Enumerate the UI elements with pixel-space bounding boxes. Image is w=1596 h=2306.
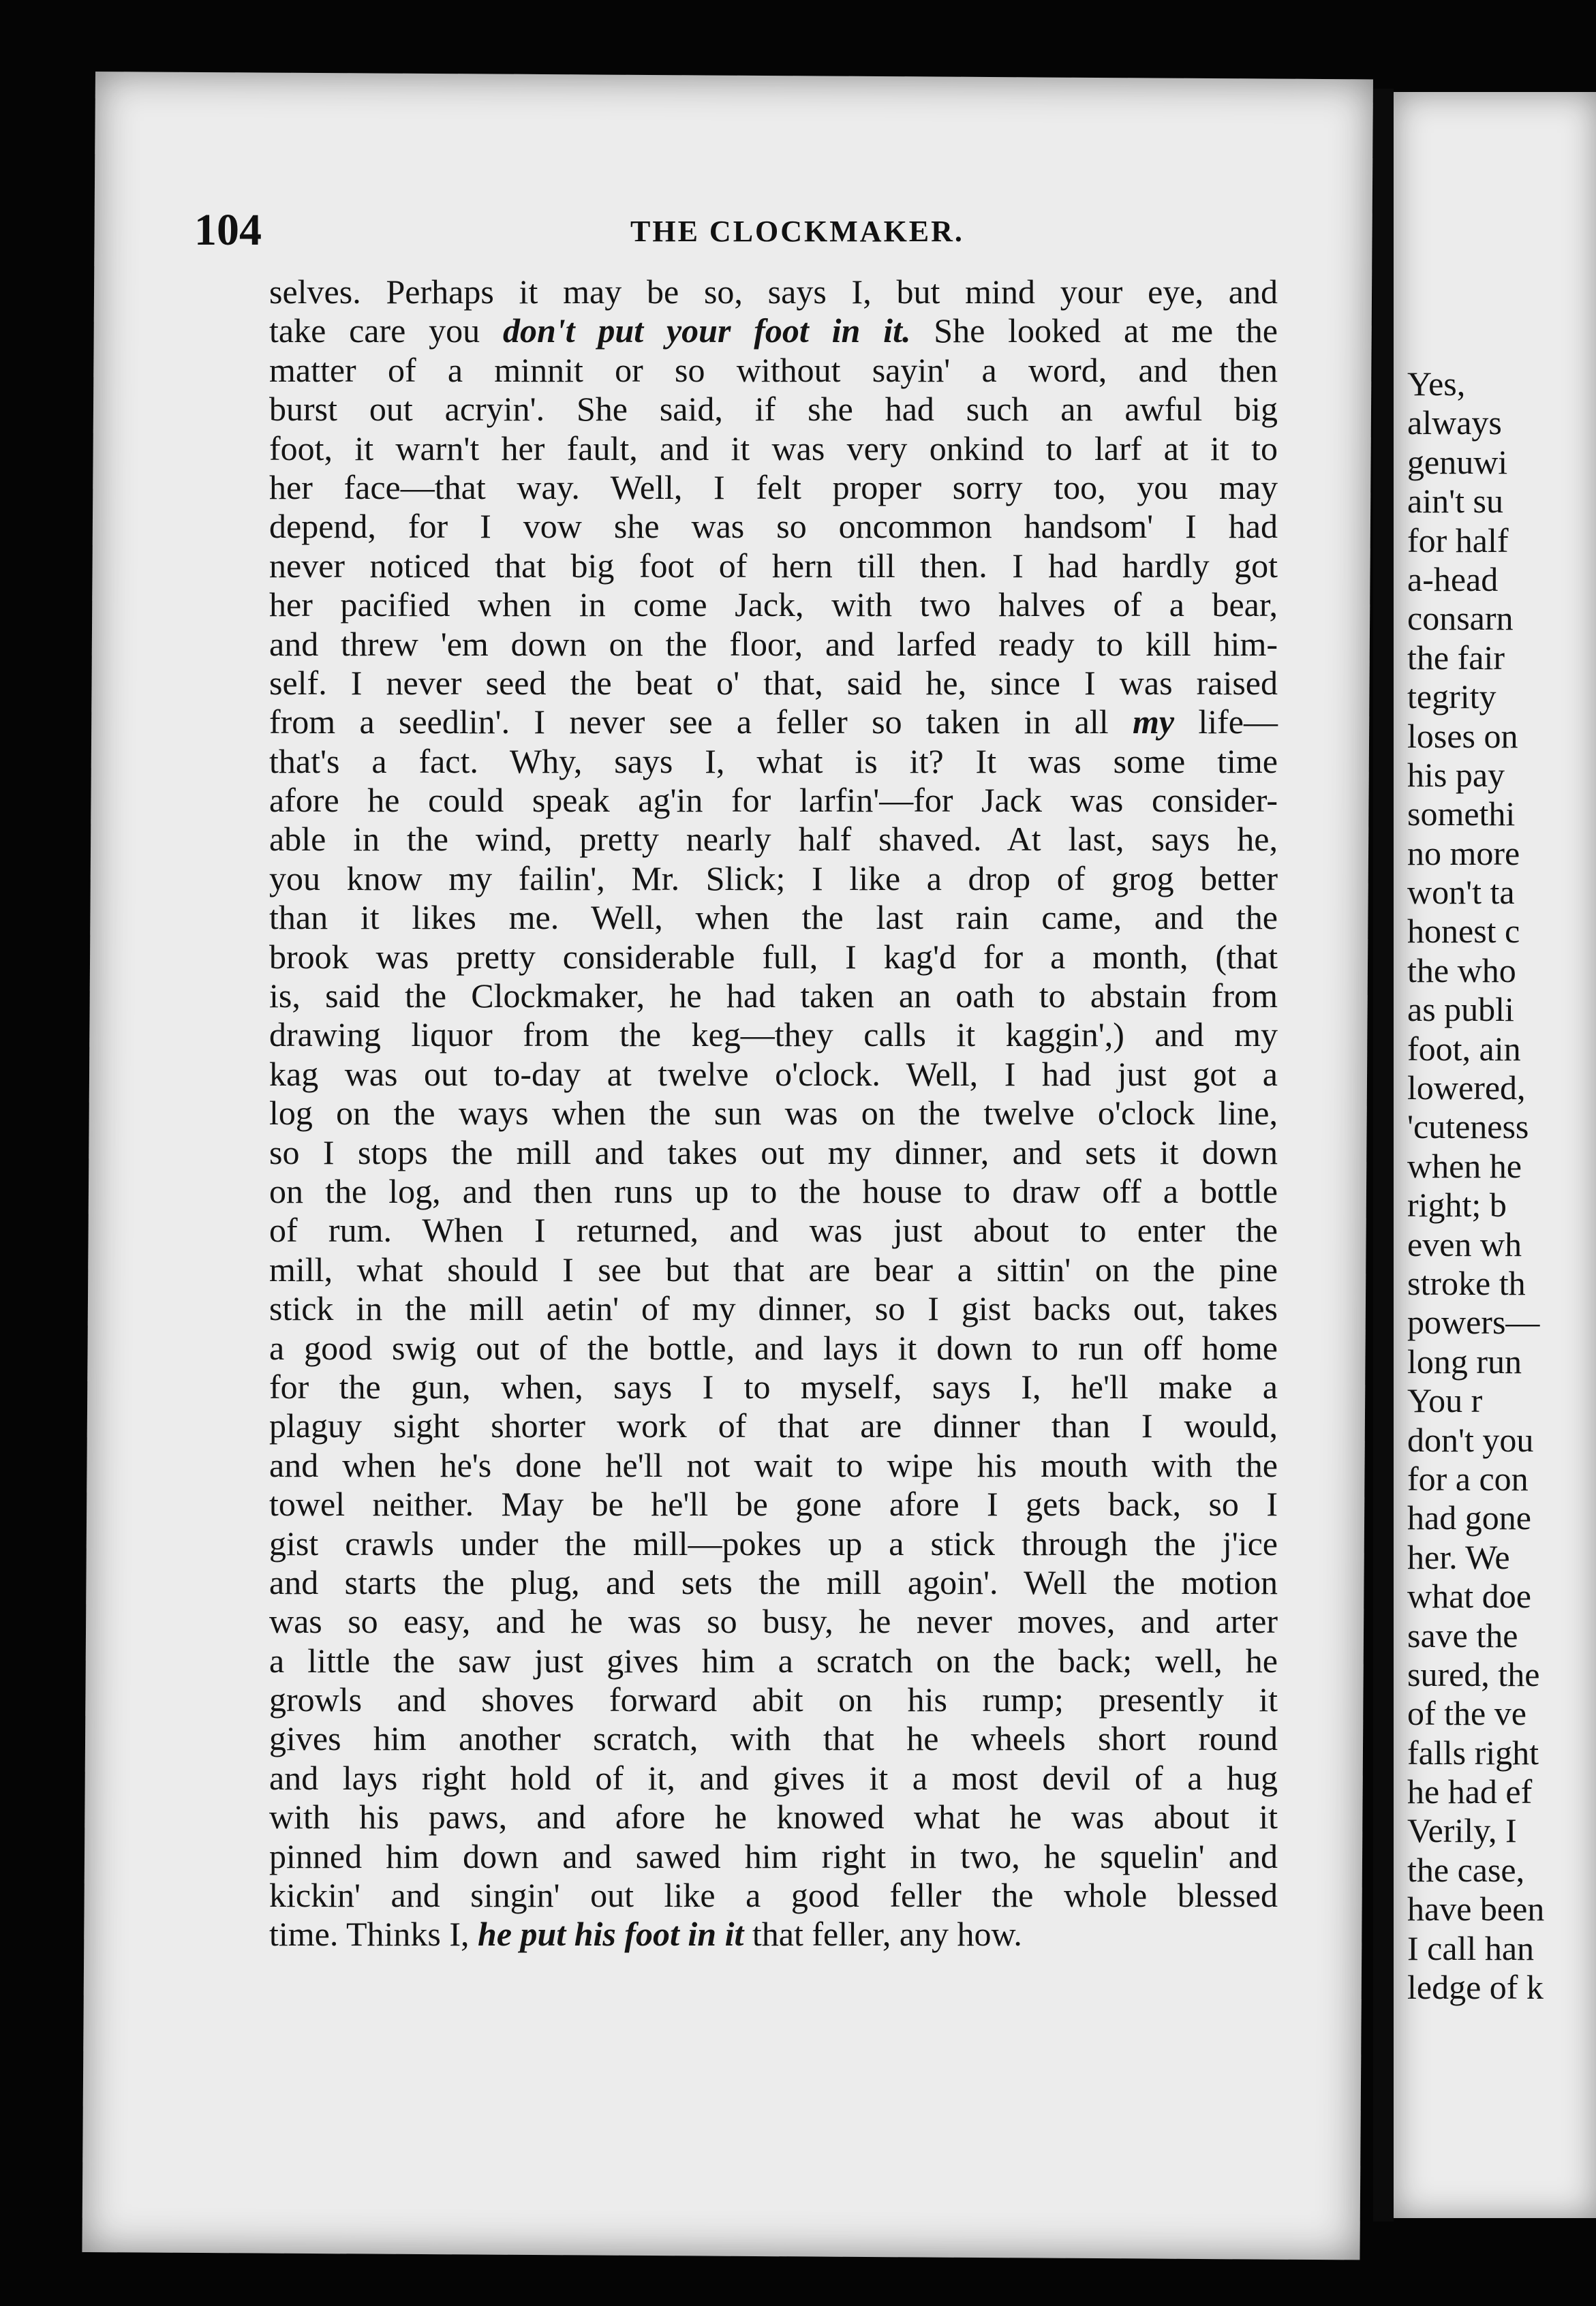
right-page-line: Verily, I [1407,1811,1517,1850]
running-head: THE CLOCKMAKER. [630,215,964,248]
text-line: able in the wind, pretty nearly half shaved. At last, says he, [269,820,1278,859]
right-page-line: what doe [1407,1577,1531,1616]
text-line: brook was pretty considerable full, I kag'd for a month, (that [269,937,1278,976]
right-page-line: the case, [1407,1850,1525,1889]
text-line: on the log, and then runs up to the house to draw off a bottle [269,1171,1278,1210]
right-page-line: her. We [1407,1537,1510,1576]
right-page-line: his pay [1407,755,1505,794]
right-page-line: long run [1407,1342,1522,1381]
text-line: towel neither. May be he'll be gone afore I gets back, so I [269,1485,1278,1524]
italic-phrase: he put his foot in it [478,1915,744,1954]
right-page-line: the fair [1407,638,1505,677]
right-page-line: save the [1407,1616,1518,1655]
right-page-line: honest c [1407,912,1520,951]
text-line: stick in the mill aetin' of my dinner, so I gist backs out, takes [269,1289,1278,1328]
text-line: and starts the plug, and sets the mill agoin'. Well the motion [269,1563,1278,1601]
right-page-line: as publi [1407,990,1514,1029]
text-line: burst out acryin'. She said, if she had such an awful big [269,390,1278,429]
text-line: a little the saw just gives him a scratch on the back; well, he [269,1641,1278,1680]
right-page-line: genuwi [1407,442,1508,481]
italic-phrase: my [1132,703,1175,741]
text-line: and lays right hold of it, and gives it a most devil of a hug [269,1758,1278,1797]
right-page-text [1407,365,1596,2007]
text-line: that's a fact. Why, says I, what is it? It was some time [269,741,1278,780]
right-page-line: for half [1407,521,1509,559]
right-page-line: I call han [1407,1928,1535,1967]
text-line: her face—that way. Well, I felt proper sorry too, you may [269,467,1278,506]
right-page-line: consarn [1407,599,1514,638]
text-line: mill, what should I see but that are bear a sittin' on the pine [269,1250,1278,1289]
right-page-line: even wh [1407,1225,1522,1263]
text-line: of rum. When I returned, and was just about to enter the [269,1211,1278,1250]
right-page-line: lowered, [1407,1069,1526,1107]
right-page-line: sured, the [1407,1655,1540,1693]
text-line: afore he could speak ag'in for larfin'—for Jack was consider- [269,781,1278,820]
text-line: pinned him down and sawed him right in two, he squelin' and [269,1836,1278,1875]
page-header [194,204,1285,259]
right-page-line: the who [1407,951,1516,989]
text-line: matter of a minnit or so without sayin' a word, and then [269,350,1278,389]
text-line: and threw 'em down on the floor, and larfed ready to kill him- [269,624,1278,663]
right-page-line: had gone [1407,1498,1531,1537]
text-line: log on the ways when the sun was on the twelve o'clock line, [269,1094,1278,1133]
text-line: for the gun, when, says I to myself, says I, he'll make a [269,1367,1278,1406]
text-line: growls and shoves forward abit on his rump; presently it [269,1680,1278,1719]
right-page-line: falls right [1407,1733,1539,1772]
right-page-line: 'cuteness [1407,1107,1529,1146]
right-page-line: always [1407,403,1502,442]
text-line: a good swig out of the bottle, and lays it down to run off home [269,1328,1278,1367]
text-line: and when he's done he'll not wait to wipe his mouth with the [269,1445,1278,1484]
text-line: take care you don't put your foot in it. She looked at me the [269,311,1278,350]
right-page-line: stroke th [1407,1263,1526,1302]
right-page-line: right; b [1407,1186,1507,1225]
right-page-line: ledge of k [1407,1968,1544,2007]
right-page-line: tegrity [1407,677,1497,716]
right-page-line: You r [1407,1381,1483,1420]
right-page-line: have been [1407,1890,1545,1928]
text-line: self. I never seed the beat o' that, said he, since I was raised [269,663,1278,702]
text-line: plaguy sight shorter work of that are dinner than I would, [269,1406,1278,1445]
right-page-line: a-head [1407,559,1499,598]
right-page-line: foot, ain [1407,1029,1521,1068]
text-line: kickin' and singin' out like a good feller the whole blessed [269,1876,1278,1915]
text-line: with his paws, and afore he knowed what he was about it [269,1798,1278,1836]
text-line: drawing liquor from the keg—they calls it kaggin',) and my [269,1015,1278,1054]
right-page-line: loses on [1407,716,1518,755]
right-page-line: of the ve [1407,1694,1526,1733]
right-page-line: don't you [1407,1420,1534,1459]
text-line: kag was out to-day at twelve o'clock. Well, I had just got a [269,1054,1278,1093]
text-line: never noticed that big foot of hern till then. I had hardly got [269,546,1278,585]
text-line: so I stops the mill and takes out my dinner, and sets it down [269,1133,1278,1171]
page-number: 104 [194,205,262,255]
right-page-line: powers— [1407,1303,1540,1342]
right-page-line: ain't su [1407,482,1503,521]
text-line: gist crawls under the mill—pokes up a stick through the j'ice [269,1524,1278,1563]
text-line: than it likes me. Well, when the last rain came, and the [269,898,1278,937]
text-line: was so easy, and he was so busy, he never moves, and arter [269,1602,1278,1641]
right-page-line: won't ta [1407,873,1515,912]
right-page-line: somethi [1407,795,1516,833]
italic-phrase: don't put your foot in it. [503,311,911,350]
body-text [269,273,1278,1954]
right-page-line: when he [1407,1146,1522,1185]
right-page-line: for a con [1407,1459,1529,1498]
right-page-line: he had ef [1407,1772,1533,1811]
right-page [1394,92,1596,2218]
text-line: her pacified when in come Jack, with two halves of a bear, [269,585,1278,624]
book-gutter [1373,89,1394,2222]
right-page-line: Yes, [1407,365,1466,403]
right-page-line: no more [1407,833,1520,872]
text-line: foot, it warn't her fault, and it was very onkind to larf at it to [269,429,1278,467]
text-line: time. Thinks I, he put his foot in it that feller, any how. [269,1915,1022,1954]
text-line: is, said the Clockmaker, he had taken an oath to abstain from [269,977,1278,1015]
text-line: depend, for I vow she was so oncommon handsom' I had [269,507,1278,546]
text-line: you know my failin', Mr. Slick; I like a drop of grog better [269,859,1278,897]
text-line: selves. Perhaps it may be so, says I, but mind your eye, and [269,273,1278,311]
text-line: from a seedlin'. I never see a feller so taken in all my life— [269,703,1278,741]
text-line: gives him another scratch, with that he wheels short round [269,1719,1278,1758]
